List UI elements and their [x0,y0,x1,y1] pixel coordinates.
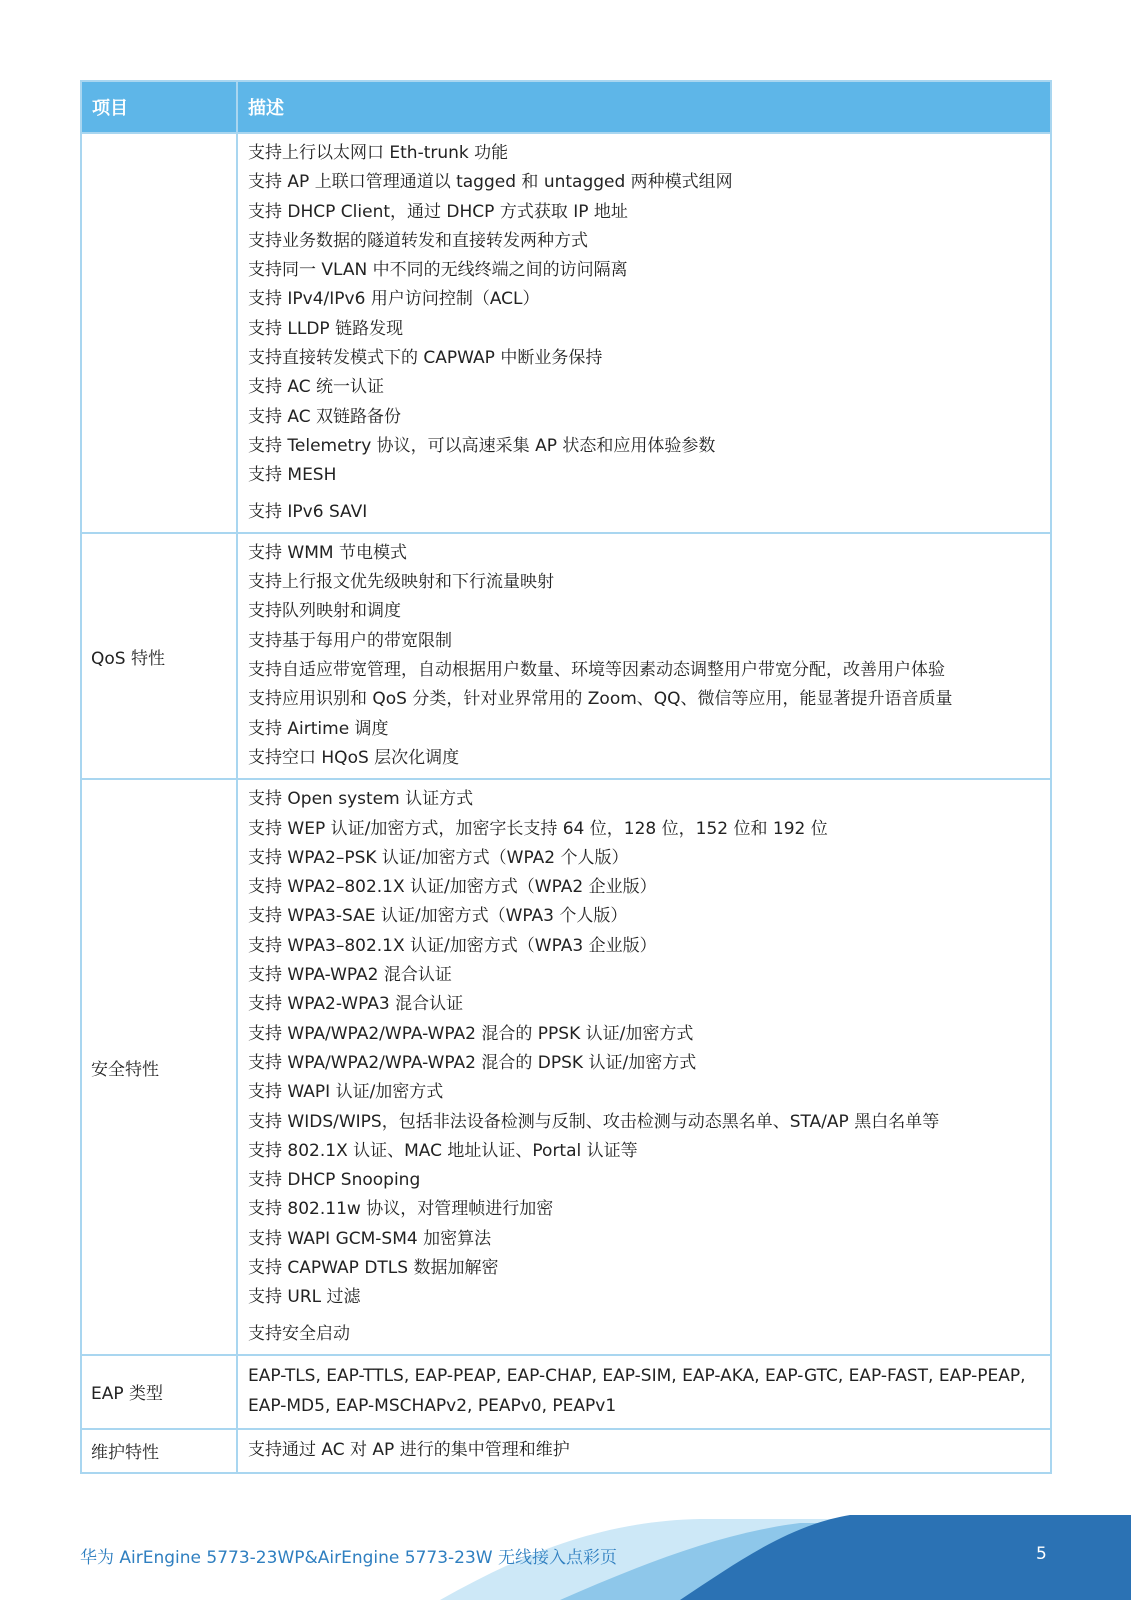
table-row [81,779,1051,1355]
list-item: 支持 WPA/WPA2/WPA-WPA2 混合的 DPSK 认证/加密方式 [248,1052,697,1073]
list-item: 支持 CAPWAP DTLS 数据加解密 [248,1257,499,1278]
list-item: 支持应用识别和 QoS 分类，针对业界常用的 Zoom、QQ、微信等应用，能显著提升语音质量 [248,689,953,710]
list-item: 支持 802.11w 协议，对管理帧进行加密 [248,1199,554,1220]
row-item: 安全特性 [81,779,237,1355]
list-item: 支持 WAPI 认证/加密方式 [248,1082,444,1103]
list-item: 支持自适应带宽管理，自动根据用户数量、环境等因素动态调整用户带宽分配，改善用户体验 [248,660,945,681]
list-item: 支持安全启动 [248,1323,350,1344]
list-item: 支持 MESH [248,465,337,486]
footer-title: 华为 AirEngine 5773-23WP&AirEngine 5773-23W 无线接入点彩页 [80,1548,618,1568]
row-item: 维护特性 [81,1429,237,1473]
list-item: 支持 WAPI GCM-SM4 加密算法 [248,1228,492,1249]
list-item: EAP-TLS, EAP-TTLS, EAP-PEAP, EAP-CHAP, EAP-SIM, EAP-AKA, EAP-GTC, EAP-FAST, EAP-PEAP, EAP-MD5, EAP-MSCHAPv2, PEAPv0, PEAPv1 [248,1366,1026,1416]
list-item: 支持 IPv6 SAVI [248,501,368,522]
list-item: 支持 LLDP 链路发现 [248,318,404,339]
row-description [237,779,1051,1355]
table-row [81,1355,1051,1429]
list-item: 支持 WPA-WPA2 混合认证 [248,965,452,986]
list-item: 支持业务数据的隧道转发和直接转发两种方式 [248,230,588,251]
table-row [81,1429,1051,1473]
list-item: 支持 DHCP Client，通过 DHCP 方式获取 IP 地址 [248,201,628,222]
list-item: 支持 Telemetry 协议，可以高速采集 AP 状态和应用体验参数 [248,435,716,456]
row-item: QoS 特性 [81,533,237,779]
page-footer [0,1515,1131,1600]
list-item: 支持上行报文优先级映射和下行流量映射 [248,572,554,593]
list-item: 支持队列映射和调度 [248,601,401,622]
list-item: 支持 AC 双链路备份 [248,406,402,427]
list-item: 支持 WPA3–802.1X 认证/加密方式（WPA3 企业版） [248,935,657,956]
list-item: 支持 IPv4/IPv6 用户访问控制（ACL） [248,289,540,310]
list-item: 支持基于每用户的带宽限制 [248,630,452,651]
list-item: 支持上行以太网口 Eth-trunk 功能 [248,143,509,163]
table-header-row [81,81,1051,133]
row-item: EAP 类型 [81,1355,237,1429]
list-item: 支持通过 AC 对 AP 进行的集中管理和维护 [248,1440,570,1461]
row-description [237,1429,1051,1473]
list-item: 支持直接转发模式下的 CAPWAP 中断业务保持 [248,348,603,369]
row-description [237,1355,1051,1429]
list-item: 支持 WIDS/WIPS，包括非法设备检测与反制、攻击检测与动态黑名单、STA/AP 黑白名单等 [248,1111,940,1132]
list-item: 支持 WPA2–802.1X 认证/加密方式（WPA2 企业版） [248,877,657,898]
list-item: 支持 WPA/WPA2/WPA-WPA2 混合的 PPSK 认证/加密方式 [248,1023,694,1044]
row-item [81,133,237,533]
list-item: 支持同一 VLAN 中不同的无线终端之间的访问隔离 [248,260,628,281]
list-item: 支持 WMM 节电模式 [248,542,407,563]
header-item: 项目 [81,81,237,133]
table-row [81,133,1051,533]
header-description: 描述 [237,81,1051,133]
list-item: 支持 URL 过滤 [248,1287,361,1308]
table-row [81,533,1051,779]
list-item: 支持 Airtime 调度 [248,718,389,739]
list-item: 支持 WPA2–PSK 认证/加密方式（WPA2 个人版） [248,847,629,868]
page-number: 5 [1036,1544,1047,1564]
spec-table [80,80,1052,1474]
row-description [237,533,1051,779]
row-description [237,133,1051,533]
list-item: 支持 WEP 认证/加密方式，加密字长支持 64 位，128 位，152 位和 192 位 [248,818,828,839]
list-item: 支持 AP 上联口管理通道以 tagged 和 untagged 两种模式组网 [248,172,733,193]
list-item: 支持 AC 统一认证 [248,377,385,398]
list-item: 支持 802.1X 认证、MAC 地址认证、Portal 认证等 [248,1140,638,1161]
list-item: 支持 WPA2-WPA3 混合认证 [248,994,464,1015]
list-item: 支持 DHCP Snooping [248,1170,421,1191]
list-item: 支持空口 HQoS 层次化调度 [248,747,460,768]
list-item: 支持 WPA3-SAE 认证/加密方式（WPA3 个人版） [248,906,628,927]
list-item: 支持 Open system 认证方式 [248,789,474,810]
